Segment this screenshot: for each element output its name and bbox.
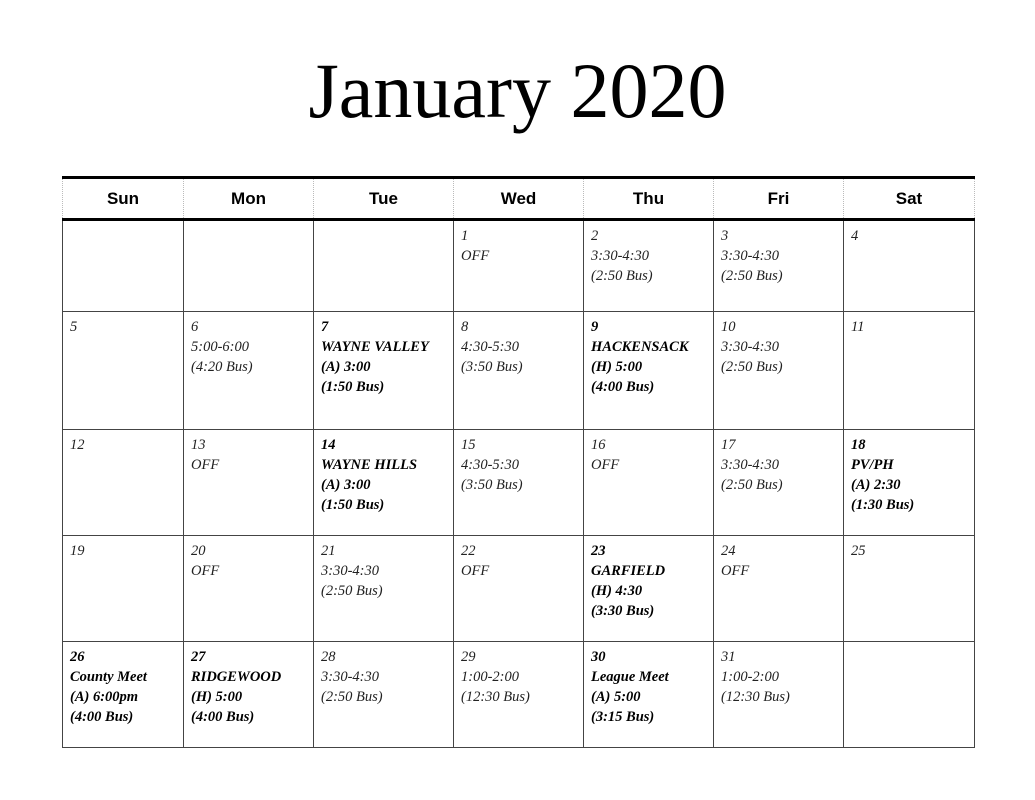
week-row bbox=[63, 312, 975, 430]
day-event-line: (A) 6:00pm bbox=[70, 689, 139, 705]
day-number: 26 bbox=[70, 649, 85, 665]
day-cell bbox=[184, 642, 314, 748]
day-event-line: (3:50 Bus) bbox=[461, 359, 523, 375]
day-number: 1 bbox=[461, 228, 469, 244]
day-cell bbox=[63, 430, 184, 536]
day-event-line: OFF bbox=[461, 248, 490, 264]
day-number: 19 bbox=[70, 543, 85, 559]
day-number: 12 bbox=[70, 437, 85, 453]
day-event-line: OFF bbox=[591, 457, 620, 473]
day-number: 28 bbox=[321, 649, 336, 665]
day-event-line: RIDGEWOOD bbox=[191, 669, 282, 685]
day-number: 25 bbox=[851, 543, 866, 559]
week-row bbox=[63, 642, 975, 748]
day-number: 3 bbox=[721, 228, 729, 244]
day-number: 29 bbox=[461, 649, 476, 665]
week-row bbox=[63, 536, 975, 642]
day-number: 11 bbox=[851, 319, 865, 335]
day-event-line: OFF bbox=[461, 563, 490, 579]
empty-day-cell bbox=[314, 220, 454, 312]
day-number: 21 bbox=[321, 543, 336, 559]
weekday-wed: Wed bbox=[454, 178, 584, 220]
day-event-line: (3:30 Bus) bbox=[591, 603, 655, 619]
day-event-line: 3:30-4:30 bbox=[591, 248, 649, 264]
day-cell bbox=[844, 220, 975, 312]
day-event-line: (12:30 Bus) bbox=[721, 689, 790, 705]
day-number: 31 bbox=[721, 649, 736, 665]
weekday-mon: Mon bbox=[184, 178, 314, 220]
day-event-line: (2:50 Bus) bbox=[721, 477, 783, 493]
day-event-line: (A) 3:00 bbox=[321, 359, 371, 375]
day-number: 14 bbox=[321, 437, 336, 453]
day-number: 15 bbox=[461, 437, 476, 453]
day-number: 2 bbox=[591, 228, 599, 244]
day-cell bbox=[454, 430, 584, 536]
day-event-line: (4:20 Bus) bbox=[191, 359, 253, 375]
day-number: 27 bbox=[191, 649, 206, 665]
weekday-header-row bbox=[63, 178, 975, 220]
day-event-line: (2:50 Bus) bbox=[721, 268, 783, 284]
day-number: 6 bbox=[191, 319, 199, 335]
day-event-line: (A) 3:00 bbox=[321, 477, 371, 493]
day-cell bbox=[184, 536, 314, 642]
day-cell bbox=[63, 642, 184, 748]
day-cell bbox=[314, 312, 454, 430]
day-cell bbox=[714, 312, 844, 430]
day-number: 10 bbox=[721, 319, 736, 335]
weekday-fri: Fri bbox=[714, 178, 844, 220]
empty-day-cell bbox=[63, 220, 184, 312]
day-event-line: (H) 5:00 bbox=[191, 689, 243, 705]
day-event-line: 5:00-6:00 bbox=[191, 339, 249, 355]
day-cell bbox=[184, 430, 314, 536]
day-cell bbox=[584, 220, 714, 312]
day-cell bbox=[314, 642, 454, 748]
day-cell bbox=[714, 536, 844, 642]
day-event-line: (1:50 Bus) bbox=[321, 379, 385, 395]
day-number: 8 bbox=[461, 319, 469, 335]
day-event-line: County Meet bbox=[70, 669, 147, 685]
day-event-line: OFF bbox=[191, 457, 220, 473]
weekday-sun: Sun bbox=[63, 178, 184, 220]
day-event-line: (4:00 Bus) bbox=[591, 379, 655, 395]
weekday-thu: Thu bbox=[584, 178, 714, 220]
day-cell bbox=[584, 536, 714, 642]
day-event-line: (2:50 Bus) bbox=[591, 268, 653, 284]
day-event-line: 1:00-2:00 bbox=[461, 669, 519, 685]
day-event-line: (1:30 Bus) bbox=[851, 497, 915, 513]
day-cell bbox=[314, 536, 454, 642]
day-event-line: OFF bbox=[191, 563, 220, 579]
day-event-line: 1:00-2:00 bbox=[721, 669, 779, 685]
calendar-body bbox=[63, 220, 975, 748]
day-event-line: (H) 5:00 bbox=[591, 359, 643, 375]
empty-day-cell bbox=[184, 220, 314, 312]
day-cell bbox=[454, 312, 584, 430]
calendar-title: January 2020 bbox=[308, 47, 727, 134]
day-number: 20 bbox=[191, 543, 206, 559]
day-event-line: (4:00 Bus) bbox=[70, 709, 134, 725]
day-event-line: 3:30-4:30 bbox=[321, 563, 379, 579]
day-event-line: WAYNE HILLS bbox=[321, 457, 418, 473]
day-event-line: (3:15 Bus) bbox=[591, 709, 655, 725]
day-event-line: HACKENSACK bbox=[591, 339, 689, 355]
day-cell bbox=[454, 642, 584, 748]
day-cell bbox=[314, 430, 454, 536]
day-cell bbox=[844, 430, 975, 536]
empty-day-cell bbox=[844, 642, 975, 748]
day-event-line: 3:30-4:30 bbox=[721, 457, 779, 473]
day-number: 22 bbox=[461, 543, 476, 559]
week-row bbox=[63, 430, 975, 536]
day-event-line: 3:30-4:30 bbox=[721, 248, 779, 264]
day-cell bbox=[63, 536, 184, 642]
day-cell bbox=[184, 312, 314, 430]
day-number: 13 bbox=[191, 437, 206, 453]
day-cell bbox=[584, 312, 714, 430]
day-event-line: 3:30-4:30 bbox=[321, 669, 379, 685]
day-event-line: (1:50 Bus) bbox=[321, 497, 385, 513]
day-cell bbox=[63, 312, 184, 430]
day-event-line: (2:50 Bus) bbox=[321, 583, 383, 599]
day-number: 7 bbox=[321, 319, 329, 335]
day-number: 24 bbox=[721, 543, 736, 559]
day-event-line: (A) 5:00 bbox=[591, 689, 641, 705]
day-number: 16 bbox=[591, 437, 606, 453]
day-cell bbox=[584, 430, 714, 536]
day-event-line: GARFIELD bbox=[591, 563, 666, 579]
day-event-line: (4:00 Bus) bbox=[191, 709, 255, 725]
day-cell bbox=[714, 642, 844, 748]
day-event-line: (2:50 Bus) bbox=[721, 359, 783, 375]
day-event-line: (H) 4:30 bbox=[591, 583, 643, 599]
calendar-grid bbox=[62, 176, 975, 748]
day-number: 23 bbox=[591, 543, 606, 559]
day-event-line: (3:50 Bus) bbox=[461, 477, 523, 493]
day-cell bbox=[714, 430, 844, 536]
day-number: 18 bbox=[851, 437, 866, 453]
day-cell bbox=[454, 536, 584, 642]
day-number: 9 bbox=[591, 319, 599, 335]
week-row bbox=[63, 220, 975, 312]
day-event-line: (12:30 Bus) bbox=[461, 689, 530, 705]
day-cell bbox=[584, 642, 714, 748]
weekday-tue: Tue bbox=[314, 178, 454, 220]
day-cell bbox=[844, 312, 975, 430]
day-cell bbox=[714, 220, 844, 312]
day-event-line: OFF bbox=[721, 563, 750, 579]
day-event-line: (A) 2:30 bbox=[851, 477, 901, 493]
day-event-line: WAYNE VALLEY bbox=[321, 339, 429, 355]
day-event-line: 3:30-4:30 bbox=[721, 339, 779, 355]
day-event-line: (2:50 Bus) bbox=[321, 689, 383, 705]
day-number: 5 bbox=[70, 319, 78, 335]
day-event-line: League Meet bbox=[591, 669, 669, 685]
day-event-line: PV/PH bbox=[851, 457, 894, 473]
day-cell bbox=[844, 536, 975, 642]
day-number: 30 bbox=[591, 649, 606, 665]
day-number: 4 bbox=[851, 228, 859, 244]
day-event-line: 4:30-5:30 bbox=[461, 339, 519, 355]
day-number: 17 bbox=[721, 437, 736, 453]
day-cell bbox=[454, 220, 584, 312]
weekday-sat: Sat bbox=[844, 178, 975, 220]
day-event-line: 4:30-5:30 bbox=[461, 457, 519, 473]
